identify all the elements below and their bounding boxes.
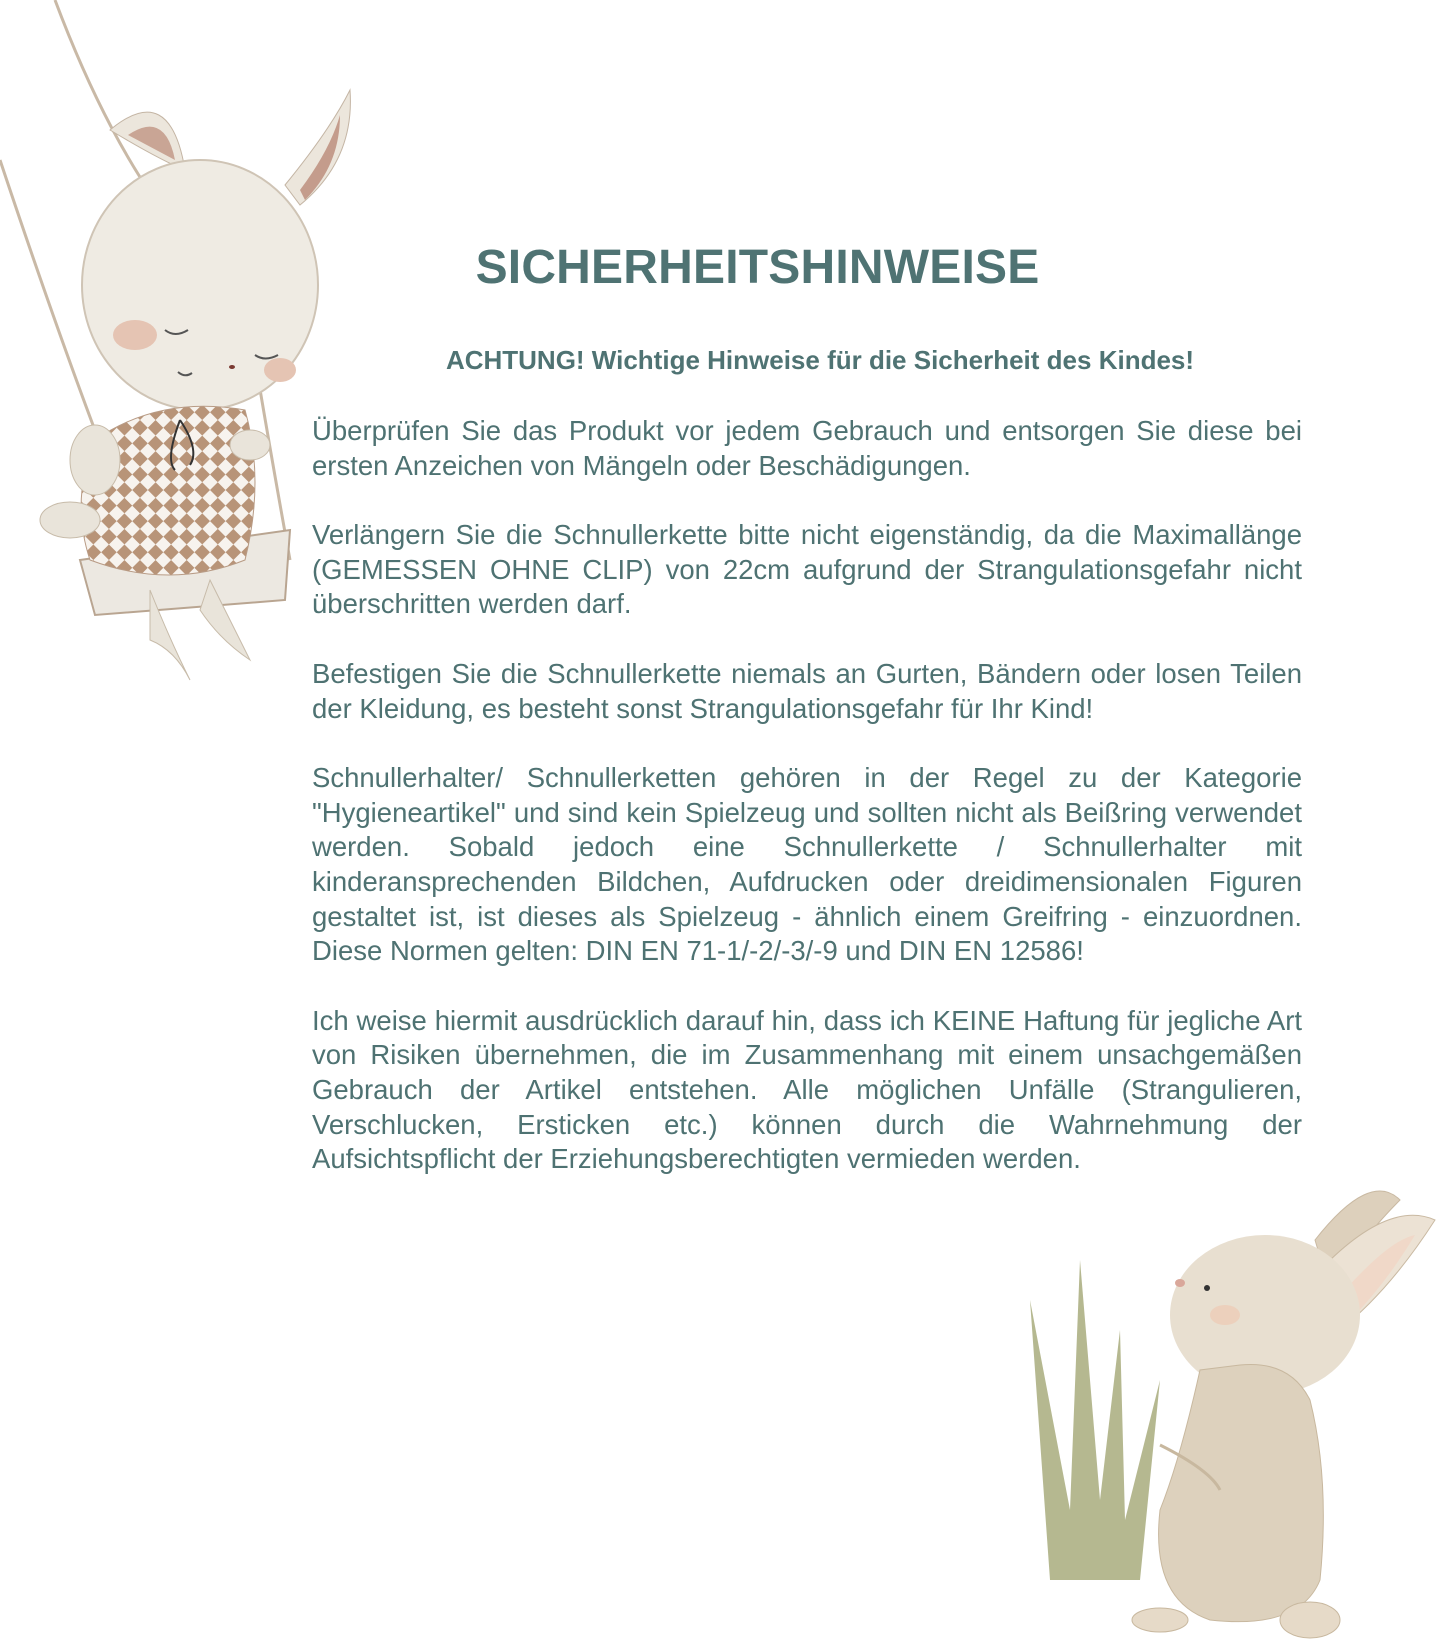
- paragraph-attachment: Befestigen Sie die Schnullerkette niemals an Gurten, Bändern oder losen Teilen der Kleidung, es besteht sonst Strangulationsgefahr für Ihr Kind!: [312, 657, 1302, 724]
- paragraph-classification: Schnullerhalter/ Schnullerketten gehören in der Regel zu der Kategorie "Hygieneartikel" und sind kein Spielzeug und sollten nicht als Beißring verwendet werden. Sobald jedoch eine Schnullerkette / Schnullerhalter mit kinderansprechenden Bildchen, Aufdrucken oder dreidimensionalen Figuren gestaltet ist, ist dieses als Spielzeug - ähnlich einem Greifring - einzuordnen. Diese Normen gelten: DIN EN 71-1/-2/-3/-9 und DIN EN 12586!: [312, 762, 1302, 967]
- warning-subtitle: ACHTUNG! Wichtige Hinweise für die Sicherheit des Kindes!: [445, 345, 1195, 375]
- sitting-bunny-with-grass-illustration: [1010, 1180, 1445, 1647]
- page-title: SICHERHEITSHINWEISE: [475, 241, 1040, 295]
- paragraph-max-length: Verlängern Sie die Schnullerkette bitte nicht eigenständig, da die Maximallänge (GEMESSEN OHNE CLIP) von 22cm aufgrund der Strangulationsgefahr nicht überschritten werden darf.: [312, 519, 1302, 620]
- paragraph-liability: Ich weise hiermit ausdrücklich darauf hin, dass ich KEINE Haftung für jegliche Art von Risiken übernehmen, die im Zusammenhang mit einem unsachgemäßen Gebrauch der Artikel entstehen. Alle möglichen Unfälle (Strangulieren, Verschlucken, Ersticken etc.) können durch die Wahrnehmung der Aufsichtspflicht der Erziehungsberechtigten vermieden werden.: [312, 1004, 1302, 1175]
- safety-instructions: [312, 414, 1302, 1212]
- paragraph-inspection: Überprüfen Sie das Produkt vor jedem Gebrauch und entsorgen Sie diese bei ersten Anzeichen von Mängeln oder Beschädigungen.: [312, 415, 1302, 481]
